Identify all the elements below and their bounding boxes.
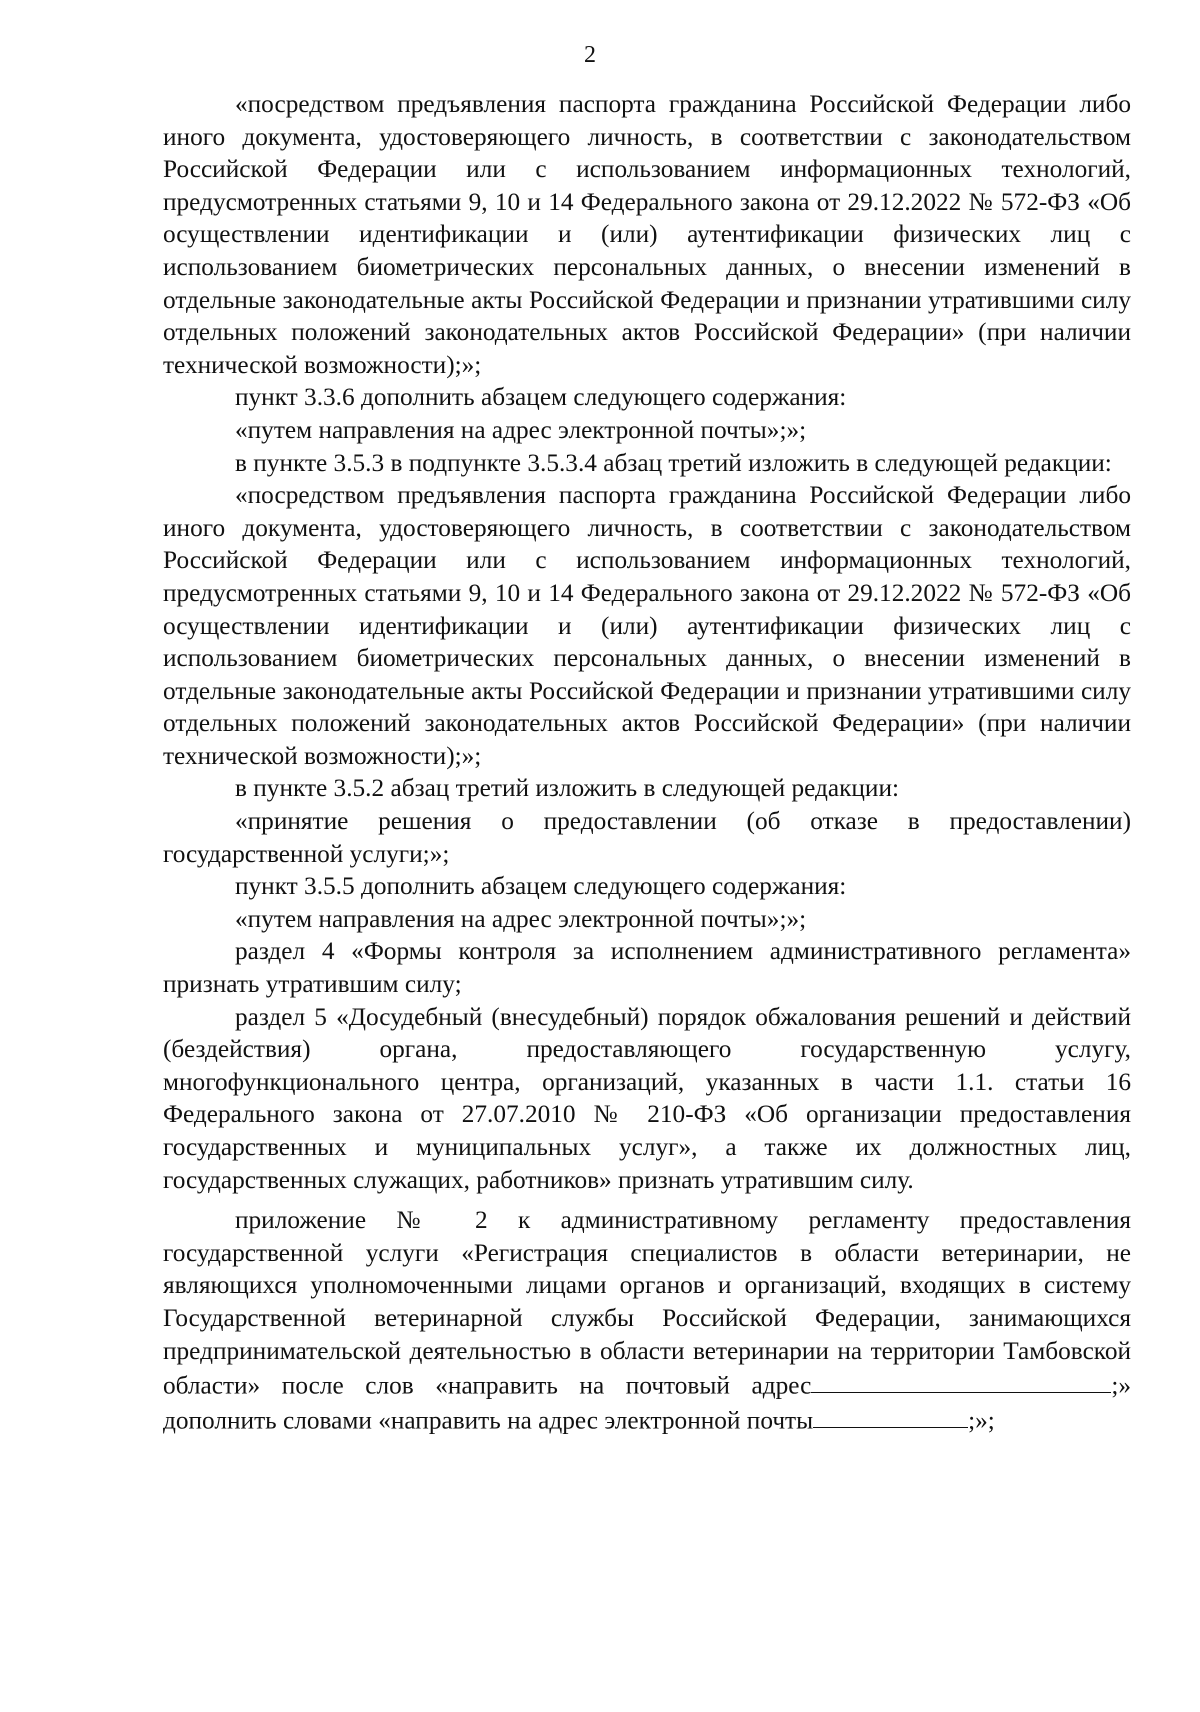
email-address-blank xyxy=(813,1402,968,1428)
paragraph-4: в пункте 3.5.3 в подпункте 3.5.3.4 абзац третий изложить в следующей редакции: xyxy=(235,448,1112,477)
paragraph-12-text-b: ;» дополнить словами «направить на адрес электронной почты xyxy=(163,1371,1131,1435)
paragraph-12-text-a: приложение № 2 к административному регламенту предоставления государственной услуги «Регистрация специалистов в области ветеринарии, не являющихся уполномоченными лицами органов и организаций, входящих в систему Государственной ветеринарной службы Российской Федерации, занимающихся предпринимательской деятельностью в области ветеринарии на территории Тамбовской области» после слов «направить на почтовый адрес xyxy=(163,1206,1131,1400)
postal-address-blank xyxy=(811,1367,1111,1393)
paragraph-10: раздел 4 «Формы контроля за исполнением административного регламента» признать утратившим силу; xyxy=(163,937,1131,999)
paragraph-12 xyxy=(163,1204,1131,1437)
paragraph-1: «посредством предъявления паспорта гражданина Российской Федерации либо иного документа, удостоверяющего личность, в соответствии с законодательством Российской Федерации или с использованием информационных технологий, предусмотренных статьями 9, 10 и 14 Федерального закона от 29.12.2022 № 572-ФЗ «Об осуществлении идентификации и (или) аутентификации физических лиц с использованием биометрических персональных данных, о внесении изменений в отдельные законодательные акты Российской Федерации и признании утратившими силу отдельных положений законодательных актов Российской Федерации» (при наличии технической возможности);»; xyxy=(163,90,1131,379)
document-body xyxy=(163,88,1131,1437)
paragraph-11: раздел 5 «Досудебный (внесудебный) порядок обжалования решений и действий (бездействия) органа, предоставляющего государственную услугу, многофункционального центра, организаций, указанных в части 1.1. статьи 16 Федерального закона от 27.07.2010 № 210-ФЗ «Об организации предоставления государственных и муниципальных услуг», а также их должностных лиц, государственных служащих, работников» признать утратившим силу. xyxy=(163,1002,1131,1194)
paragraph-2: пункт 3.3.6 дополнить абзацем следующего содержания: xyxy=(235,383,847,412)
paragraph-7: «принятие решения о предоставлении (об отказе в предоставлении) государственной услуги;»; xyxy=(163,807,1131,868)
paragraph-6: в пункте 3.5.2 абзац третий изложить в следующей редакции: xyxy=(235,774,900,803)
paragraph-8: пункт 3.5.5 дополнить абзацем следующего содержания: xyxy=(235,872,847,901)
paragraph-5: «посредством предъявления паспорта гражданина Российской Федерации либо иного документа, удостоверяющего личность, в соответствии с законодательством Российской Федерации или с использованием информационных технологий, предусмотренных статьями 9, 10 и 14 Федерального закона от 29.12.2022 № 572-ФЗ «Об осуществлении идентификации и (или) аутентификации физических лиц с использованием биометрических персональных данных, о внесении изменений в отдельные законодательные акты Российской Федерации и признании утратившими силу отдельных положений законодательных актов Российской Федерации» (при наличии технической возможности);»; xyxy=(163,481,1131,770)
paragraph-3: «путем направления на адрес электронной почты»;»; xyxy=(235,415,807,444)
paragraph-9: «путем направления на адрес электронной почты»;»; xyxy=(235,904,807,933)
paragraph-12-text-c: ;»; xyxy=(968,1406,995,1435)
page-number: 2 xyxy=(584,42,596,68)
